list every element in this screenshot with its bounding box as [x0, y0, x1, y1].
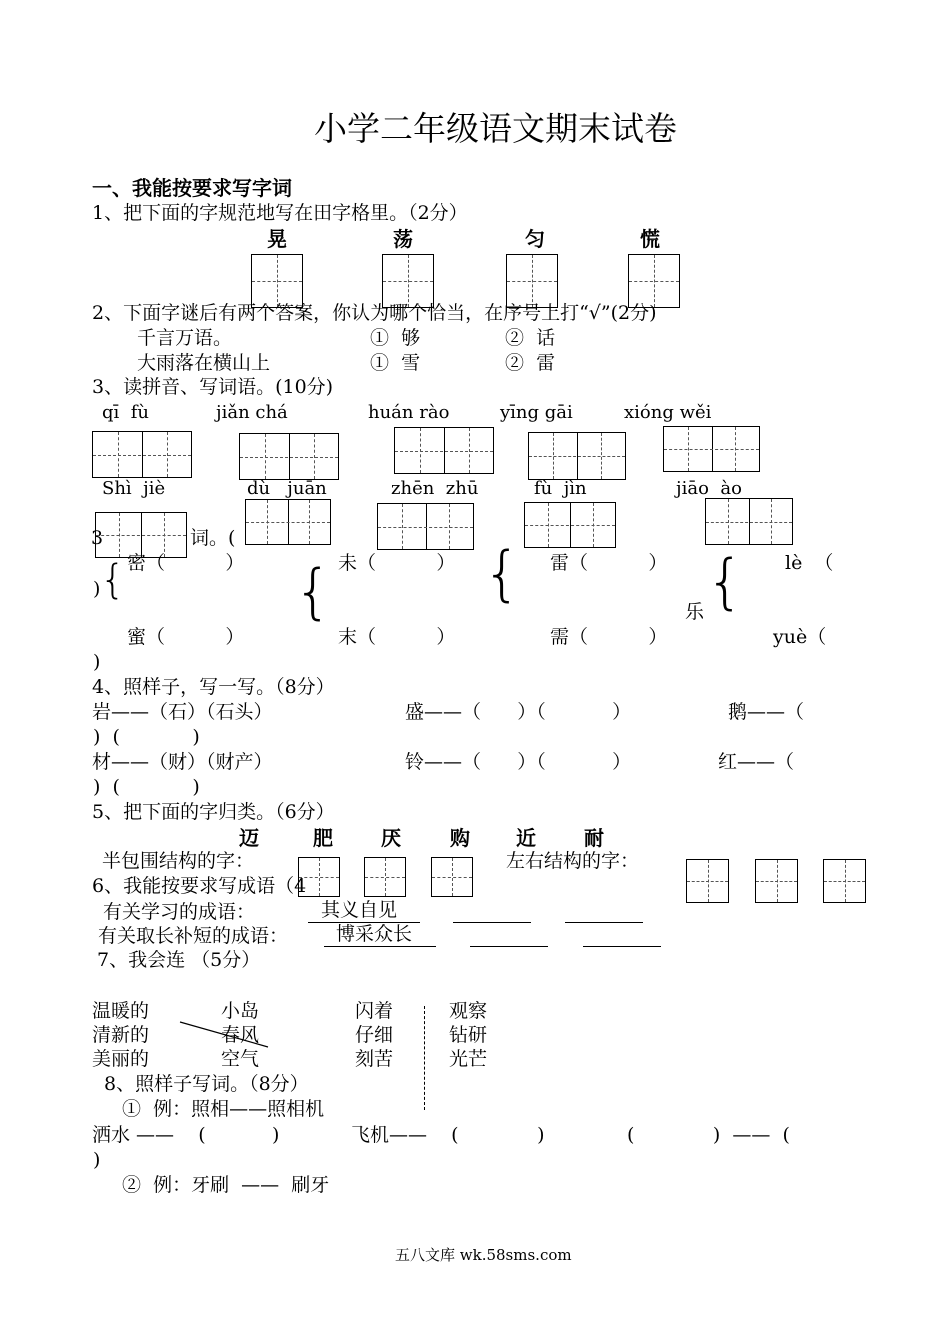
- q5-char: 迈: [239, 826, 259, 850]
- pinyin: dù juān: [247, 478, 327, 499]
- q2-prompt: 2、下面字谜后有两个答案，你认为哪个恰当，在序号上打“√”(2分): [92, 302, 657, 324]
- q7-word[interactable]: 清新的: [92, 1024, 150, 1046]
- q6-study-example: 其义自见: [321, 899, 398, 921]
- pinyin: huán rào: [368, 402, 450, 423]
- paren-close: ): [93, 1149, 101, 1171]
- q7-word[interactable]: 春风: [221, 1024, 260, 1046]
- char-pair-bottom[interactable]: yuè（: [773, 626, 827, 648]
- q6-learn-example: 博采众长: [336, 923, 413, 945]
- char-pair-top[interactable]: lè （: [785, 552, 834, 574]
- q6-learn-label: 有关取长补短的成语：: [98, 925, 289, 947]
- q2-riddle: 千言万语。: [137, 327, 233, 349]
- q4-example: 材——（财）（财产）: [92, 751, 273, 773]
- q6-study-label: 有关学习的成语：: [103, 901, 256, 923]
- q2-option[interactable]: ② 雷: [505, 352, 556, 374]
- q5-char: 肥: [313, 826, 333, 850]
- q2-option[interactable]: ① 雪: [370, 352, 421, 374]
- q7-word[interactable]: 闪着: [355, 1000, 394, 1022]
- q4-prompt: 4、照样子，写一写。（8分）: [92, 676, 335, 698]
- char-pair-top[interactable]: 未（ ）: [338, 552, 456, 574]
- q6-prompt: 6、我能按要求写成语（4: [92, 875, 307, 897]
- q7-word[interactable]: 光芒: [449, 1048, 488, 1070]
- q8-prompt: 8、照样子写词。（8分）: [104, 1073, 309, 1095]
- q4-blank[interactable]: 盛——（ ）（ ）: [405, 701, 632, 723]
- overlap-text: 词。(: [190, 527, 236, 549]
- q1-char: 荡: [393, 227, 413, 251]
- q7-word[interactable]: 空气: [221, 1048, 260, 1070]
- char-pair-top[interactable]: 雷（ ）: [550, 552, 668, 574]
- char-pair-bottom[interactable]: 末（ ）: [338, 626, 456, 648]
- column-divider: [424, 1006, 425, 1110]
- q4-blank[interactable]: 红——（: [718, 751, 795, 773]
- brace-icon: {: [294, 557, 333, 627]
- q2-option[interactable]: ① 够: [370, 327, 421, 349]
- q8-blank[interactable]: 飞机—— ( ): [351, 1124, 545, 1146]
- q4-blank-cont[interactable]: ) ( ): [93, 776, 200, 798]
- q5-prompt: 5、把下面的字归类。（6分）: [92, 801, 335, 823]
- pinyin: jiǎn chá: [216, 402, 288, 423]
- q8-example: ① 例：照相——照相机: [122, 1098, 325, 1120]
- pinyin: jiāo ào: [676, 478, 742, 499]
- brace-icon: {: [483, 539, 522, 609]
- q5-label-left: 半包围结构的字：: [102, 850, 255, 872]
- q4-blank-cont[interactable]: ) ( ): [93, 726, 200, 748]
- char-pair-bottom[interactable]: 蜜（ ）: [127, 626, 245, 648]
- q5-char: 购: [450, 826, 470, 850]
- q7-word[interactable]: 钻研: [449, 1024, 488, 1046]
- q7-word[interactable]: 温暖的: [92, 1000, 150, 1022]
- q7-word[interactable]: 美丽的: [92, 1048, 150, 1070]
- q2-option[interactable]: ② 话: [505, 327, 556, 349]
- paren-close: ): [93, 578, 101, 600]
- q7-word[interactable]: 仔细: [355, 1024, 394, 1046]
- pinyin: Shì jiè: [102, 478, 166, 499]
- footer-watermark: 五八文库 wk.58sms.com: [395, 1246, 572, 1264]
- q5-char: 耐: [584, 826, 604, 850]
- pinyin: fù jìn: [534, 478, 587, 499]
- q7-word[interactable]: 观察: [449, 1000, 488, 1022]
- q7-prompt: 7、我会连 （5分）: [97, 949, 261, 971]
- q8-blank[interactable]: 洒水 —— ( ): [92, 1124, 280, 1146]
- q4-blank[interactable]: 铃——（ ）（ ）: [405, 751, 632, 773]
- q8-blank[interactable]: ( ) —— (: [627, 1124, 790, 1146]
- q5-char: 近: [516, 826, 536, 850]
- pinyin: yīng gāi: [500, 402, 573, 423]
- pinyin: xióng wěi: [624, 402, 712, 423]
- q4-blank[interactable]: 鹅——（: [728, 701, 805, 723]
- q5-char: 厌: [381, 826, 401, 850]
- q2-riddle: 大雨落在横山上: [137, 352, 271, 374]
- q7-word[interactable]: 小岛: [221, 1000, 260, 1022]
- paren-close: ): [93, 651, 101, 673]
- q5-label-right: 左右结构的字：: [506, 850, 640, 872]
- q1-char: 晃: [267, 227, 287, 251]
- char-le: 乐: [685, 601, 705, 623]
- brace-icon: {: [100, 557, 126, 603]
- brace-icon: {: [706, 547, 745, 617]
- q8-example: ② 例：牙刷 —— 刷牙: [122, 1174, 330, 1196]
- q4-example: 岩——（石）（石头）: [92, 701, 273, 723]
- q1-prompt: 1、把下面的字规范地写在田字格里。（2分）: [92, 202, 468, 224]
- overlap-text: 3: [91, 527, 104, 549]
- pinyin: qī fù: [102, 402, 149, 423]
- page-title: 小学二年级语文期末试卷: [314, 109, 677, 148]
- q3-prompt: 3、读拼音、写词语。(10分): [92, 376, 334, 398]
- q1-char: 慌: [640, 227, 660, 251]
- char-pair-top[interactable]: 密（ ）: [127, 552, 245, 574]
- char-pair-bottom[interactable]: 需（ ）: [550, 626, 668, 648]
- q1-char: 匀: [525, 227, 545, 251]
- section-heading: 一、我能按要求写字词: [92, 176, 292, 200]
- q7-word[interactable]: 刻苦: [355, 1048, 394, 1070]
- pinyin: zhēn zhū: [391, 478, 479, 499]
